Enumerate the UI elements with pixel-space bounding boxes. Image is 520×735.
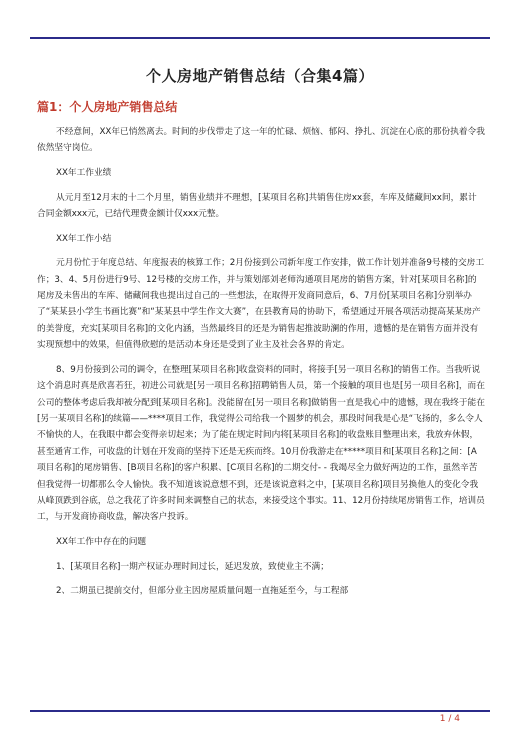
document-body bbox=[37, 124, 485, 600]
paragraph-intro: 不经意间，XX年已悄然离去。时间的步伐带走了这一年的忙碌、烦恼、郁闷、挣扎、沉淀在心底的那份执着令我依然坚守岗位。 bbox=[37, 127, 485, 154]
paragraph-summary: 元月份忙于年度总结、年度报表的核算工作；2月份接到公司新年度工作安排，做工作计划并准备9号楼的交房工作；3、4、5月份进行9号、12号楼的交房工作，并与策划部刘老师沟通项目尾房的销售方案，针对[某项目名称]的尾房及未售出的车库、储藏间我也提出过自己的一些想法，在取得开发商同意后，6、7月份[某项目名称]分别举办了“某某县小学生书画比赛”和“某某县中学生作文大赛”，在县教育局的协助下，希望通过开展各项活动提高某某房产的美誉度，充实[某项目名称]的文化内涵，当然最终目的还是为销售起推波助澜的作用，遗憾的是在销售方面并没有实现预想中的效果，但值得欣慰的是活动本身还是受到了业主及社会各界的肯定。 bbox=[37, 258, 485, 351]
top-rule bbox=[30, 37, 490, 39]
problem-item-1: 1、[某项目名称]一期产权证办理时间过长，延迟发放，致使业主不满； bbox=[56, 561, 329, 572]
document-title: 个人房地产销售总结（合集4篇） bbox=[146, 67, 374, 85]
subheading-problems: XX年工作中存在的问题 bbox=[56, 537, 147, 548]
bottom-rule bbox=[30, 710, 490, 712]
section-heading: 篇1：个人房地产销售总结 bbox=[37, 100, 178, 114]
subheading-summary: XX年工作小结 bbox=[56, 233, 112, 244]
problem-item-2: 2、二期虽已提前交付，但部分业主因房屋质量问题一直拖延至今，与工程部 bbox=[56, 586, 349, 597]
paragraph-performance: 从元月至12月末的十二个月里，销售业绩并不理想，[某项目名称]共销售住房xx套，车库及储藏间xx间，累计合同金额xxx元，已结代理费金额计仅xxx元整。 bbox=[37, 192, 477, 219]
subheading-performance: XX年工作业绩 bbox=[56, 168, 112, 178]
paragraph-transfer: 8、9月份接到公司的调令，在整理[某项目名称]收盘资料的同时，将接手[另一项目名称]的销售工作。当我听说这个消息时真是欣喜若狂，初进公司就是[另一项目名称]招聘销售人员，第一个接触的项目也是[另一项目名称]，而在公司的整体考虑后我却被分配到[某项目名称]。没能留在[另一项目名称]做销售一直是我心中的遗憾，现在我终于能在[另一某项目名称]的续篇——****项目工作，我觉得公司给我一个圆梦的机会，那段时间我是心是“飞扬的，多么令人不愉快的人，在我眼中都会变得亲切起来；为了能在规定时间内将[某项目名称]的收盘账目整理出来，我放弃休假，甚至通宵工作，可收盘的计划在开发商的坚持下还是无疾而终。10月份我游走在*****项目和[某项目名称]之间：[A项目名称]的尾房销售、[B项目名称]的客户积累、[C项目名称]的二期交付- - 我竭尽全力做好两边的工作，虽然辛苦但我觉得一切都那么令人愉快。我不知道该说意想不到，还是该说意料之中，[某项目名称]项目另换他人的变化令我从峰顶跌到谷底，总之我花了许多时间来调整自己的状态，来接受这个事实。11、12月份持续尾房销售工作，培训员工，与开发商协商收盘，解决客户投诉。 bbox=[37, 364, 485, 523]
page-number: 1 / 4 bbox=[439, 714, 460, 724]
